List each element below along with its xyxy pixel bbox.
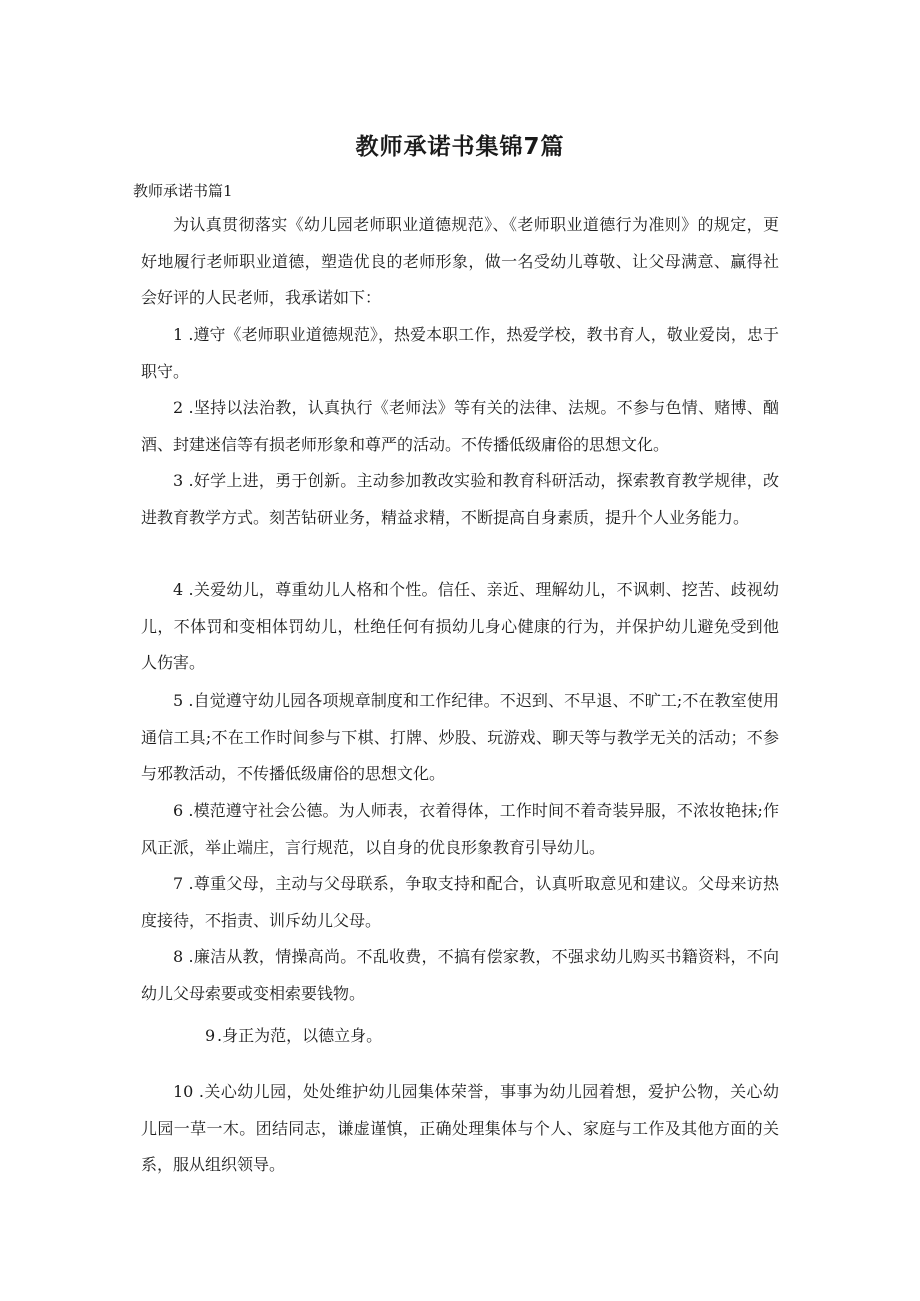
commitment-item-6 bbox=[141, 793, 779, 866]
item-text: .自觉遵守幼儿园各项规章制度和工作纪律。不迟到、不早退、不旷工;不在教室使用通信工具;不在工作时间参与下棋、打牌、炒股、玩游戏、聊天等与教学无关的活动；不参与邪教活动，不传播低级庸俗的思想文化。 bbox=[141, 691, 779, 783]
item-number: 9 bbox=[205, 1026, 216, 1045]
commitment-item-10 bbox=[141, 1074, 779, 1184]
item-text: .身正为范，以德立身。 bbox=[217, 1026, 383, 1045]
item-text: .好学上进，勇于创新。主动参加教改实验和教育科研活动，探索教育教学规律，改进教育教学方式。刻苦钻研业务，精益求精，不断提高自身素质，提升个人业务能力。 bbox=[141, 471, 779, 527]
item-number: 5 bbox=[173, 691, 184, 710]
commitment-item-1 bbox=[141, 317, 779, 390]
item-text: .尊重父母，主动与父母联系，争取支持和配合，认真听取意见和建议。父母来访热度接待，不指责、训斥幼儿父母。 bbox=[141, 874, 779, 930]
commitment-item-4 bbox=[141, 572, 779, 682]
item-number: 8 bbox=[173, 947, 184, 966]
item-text: .关心幼儿园，处处维护幼儿园集体荣誉，事事为幼儿园着想，爱护公物，关心幼儿园一草一木。团结同志，谦虚谨慎，正确处理集体与个人、家庭与工作及其他方面的关系，服从组织领导。 bbox=[141, 1082, 779, 1174]
item-number: 6 bbox=[173, 801, 184, 820]
document-title: 教师承诺书集锦7篇 bbox=[355, 134, 565, 160]
item-text: .廉洁从教，情操高尚。不乱收费，不搞有偿家教，不强求幼儿购买书籍资料，不向幼儿父母索要或变相索要钱物。 bbox=[141, 947, 779, 1003]
commitment-item-8 bbox=[141, 939, 779, 1012]
commitment-item-3 bbox=[141, 463, 779, 536]
item-text: .关爱幼儿，尊重幼儿人格和个性。信任、亲近、理解幼儿，不讽刺、挖苦、歧视幼儿，不体罚和变相体罚幼儿，杜绝任何有损幼儿身心健康的行为，并保护幼儿避免受到他人伤害。 bbox=[141, 580, 779, 672]
item-number: 1 bbox=[173, 325, 184, 344]
commitment-item-5 bbox=[141, 683, 779, 793]
commitment-item-2 bbox=[141, 390, 779, 463]
item-text: .坚持以法治教，认真执行《老师法》等有关的法律、法规。不参与色情、赌博、酗酒、封建迷信等有损老师形象和尊严的活动。不传播低级庸俗的思想文化。 bbox=[141, 398, 779, 454]
item-number: 2 bbox=[173, 398, 184, 417]
commitment-item-9 bbox=[141, 1018, 779, 1055]
section-title: 教师承诺书篇1 bbox=[133, 182, 233, 200]
item-number: 4 bbox=[173, 580, 184, 599]
item-number: 10 bbox=[173, 1082, 194, 1101]
item-text: .模范遵守社会公德。为人师表，衣着得体，工作时间不着奇装异服，不浓妆艳抹;作风正派，举止端庄，言行规范，以自身的优良形象教育引导幼儿。 bbox=[141, 801, 779, 857]
item-number: 3 bbox=[173, 471, 184, 490]
intro-paragraph: 为认真贯彻落实《幼儿园老师职业道德规范》、《老师职业道德行为准则》的规定，更好地履行老师职业道德，塑造优良的老师形象，做一名受幼儿尊敬、让父母满意、赢得社会好评的人民老师，我承诺如下： bbox=[141, 215, 779, 307]
item-text: .遵守《老师职业道德规范》，热爱本职工作，热爱学校，教书育人，敬业爱岗，忠于职守。 bbox=[141, 325, 779, 381]
item-number: 7 bbox=[173, 874, 184, 893]
commitment-item-7 bbox=[141, 866, 779, 939]
